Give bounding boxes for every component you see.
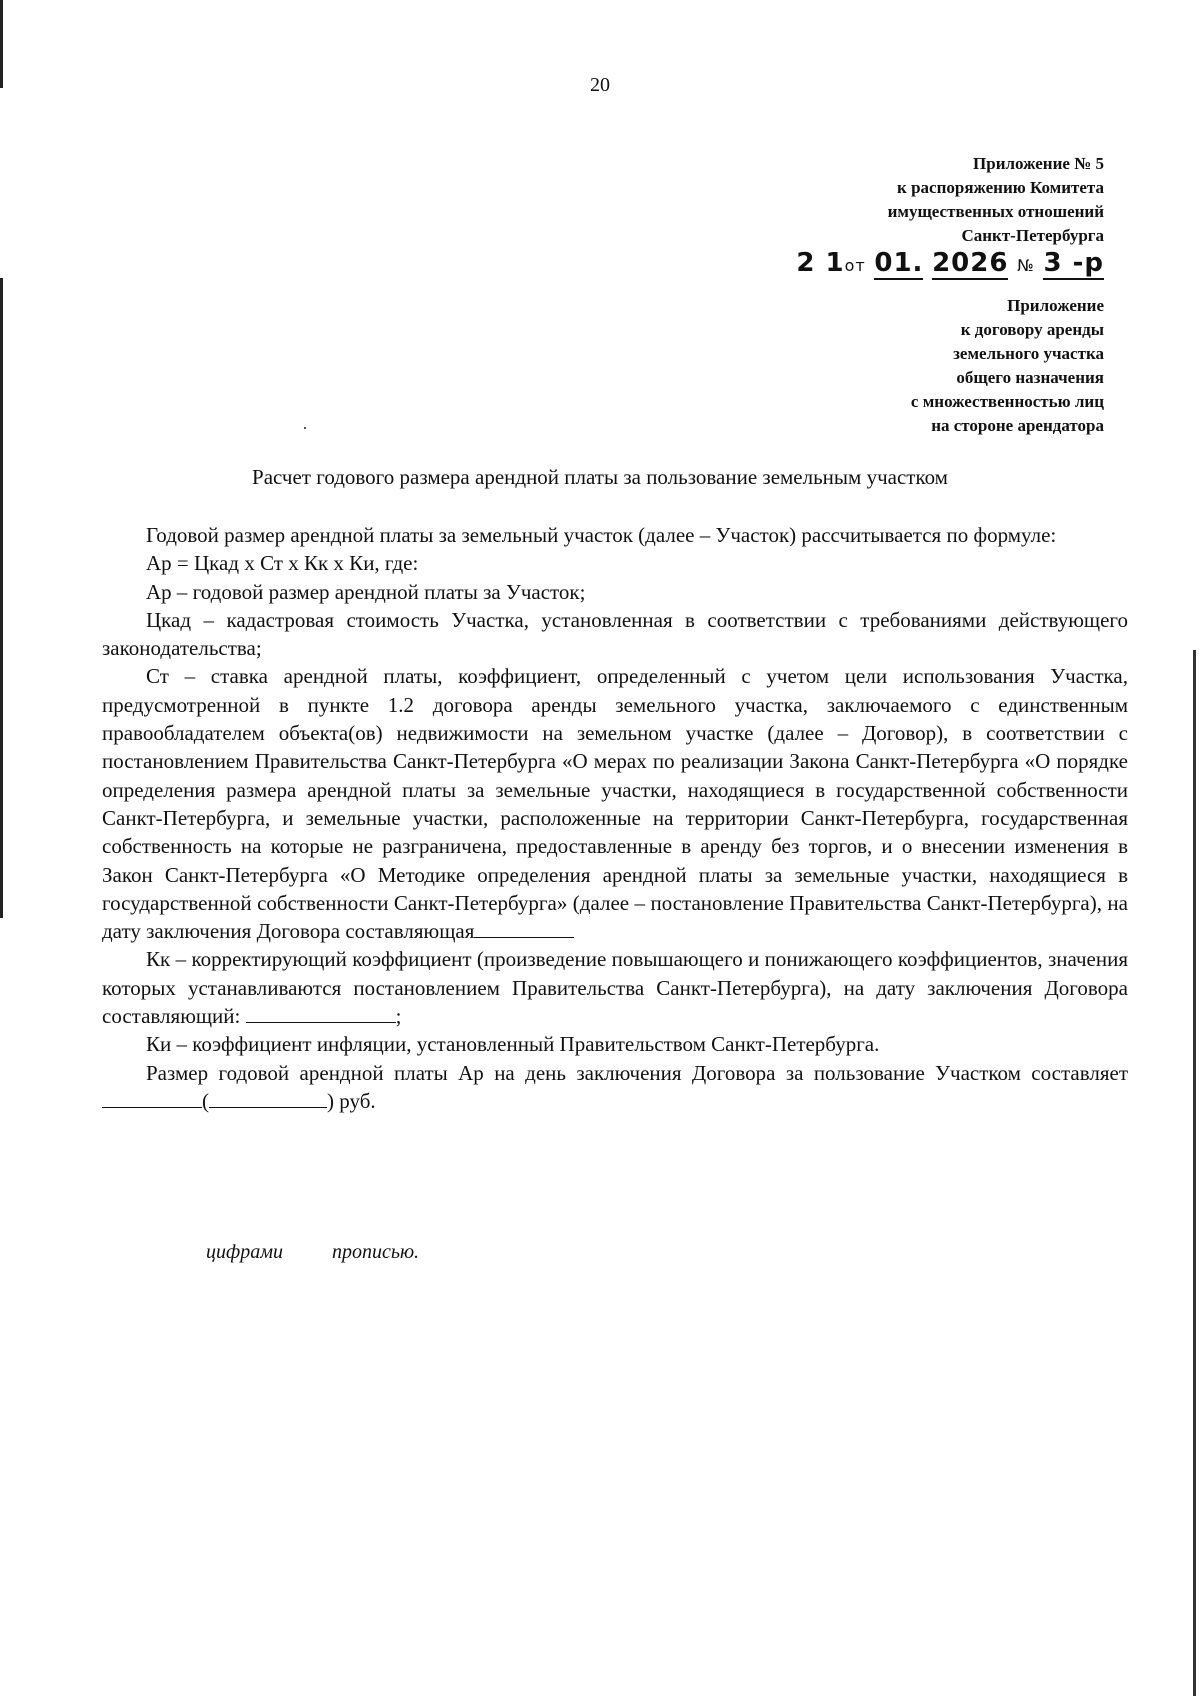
scan-edge-left-mid <box>0 278 3 918</box>
paragraph-st-definition <box>102 662 1128 945</box>
number-sign: № <box>1017 256 1035 275</box>
paragraph-ar-definition: Ар – годовой размер арендной платы за Участок; <box>146 579 586 604</box>
paragraph-kk-definition <box>102 945 1128 1030</box>
appendix-contract-line: земельного участка <box>953 344 1104 363</box>
kk-value-blank[interactable] <box>246 1004 396 1023</box>
paragraph-rent-amount <box>102 1059 1128 1116</box>
appendix-order-line: имущественных отношений <box>887 202 1104 221</box>
scan-dust-dot <box>304 427 306 429</box>
order-date-number <box>796 248 1104 278</box>
document-body <box>102 521 1128 1115</box>
caption-digits: цифрами <box>206 1241 283 1263</box>
rent-currency: ) руб. <box>327 1088 376 1113</box>
handwritten-order-number: 3 -р <box>1043 248 1104 278</box>
paragraph-formula: Ар = Цкад х Ст х Кк х Ки, где: <box>146 551 419 576</box>
st-definition-text: Ст – ставка арендной платы, коэффициент, определенный с учетом цели использования Участка, предусмотренной в пункте 1.2 договора аренды земельного участка, заключаемого с единственным правообладателем объекта(ов) недвижимости на земельном участке (далее – Договор), в соответствии с постановлением Правительства Санкт-Петербурга «О мерах по реализации Закона Санкт-Петербурга «О порядке определения размера арендной платы за земельные участки, находящиеся в государственной собственности Санкт-Петербурга, и земельные участки, расположенные на территории Санкт-Петербурга, государственная собственность на которые не разграничена, предоставленные в аренду без торгов, и о внесении изменения в Закон Санкт-Петербурга «О Методике определения арендной платы за земельные участки, находящиеся в государственной собственности Санкт-Петербурга» (далее – постановление Правительства Санкт-Петербурга), на дату заключения Договора составляющая <box>102 664 1128 944</box>
paragraph-ckad-definition: Цкад – кадастровая стоимость Участка, установленная в соответствии с требованиями действующего законодательства; <box>102 607 1128 661</box>
document-title: Расчет годового размера арендной платы за пользование земельным участком <box>252 465 948 489</box>
appendix-contract-line: Приложение <box>1007 296 1104 315</box>
blank-captions <box>206 1241 461 1264</box>
date-from-label: от <box>844 256 866 275</box>
handwritten-year: 2026 <box>932 248 1009 278</box>
rent-words-blank[interactable] <box>209 1089 327 1108</box>
appendix-order-line: Приложение № 5 <box>973 154 1104 173</box>
rent-amount-text: Размер годовой арендной платы Ар на день заключения Договора за пользование Участком составляет <box>146 1060 1128 1085</box>
paragraph-formula-intro: Годовой размер арендной платы за земельный участок (далее – Участок) рассчитывается по формуле: <box>146 523 1057 547</box>
rent-digits-blank[interactable] <box>102 1089 202 1108</box>
appendix-contract-line: общего назначения <box>956 368 1104 387</box>
page-number: 20 <box>590 74 610 96</box>
caption-words: прописью. <box>331 1241 420 1263</box>
appendix-contract-line: к договору аренды <box>960 320 1104 339</box>
handwritten-month: 01. <box>874 248 924 278</box>
handwritten-day: 2 1 <box>796 248 845 278</box>
rent-open-paren: ( <box>202 1088 209 1113</box>
st-value-blank[interactable] <box>474 919 574 938</box>
kk-end-punct: ; <box>395 1004 402 1029</box>
appendix-contract-block <box>911 294 1104 438</box>
scan-edge-right <box>1193 650 1196 1696</box>
kk-definition-text: Кк – корректирующий коэффициент (произведение повышающего и понижающего коэффициентов, значения которых устанавливаются постановлением Правительства Санкт-Петербурга), на дату заключения Договора составляющий: <box>102 947 1128 1029</box>
appendix-contract-line: на стороне арендатора <box>931 416 1104 435</box>
appendix-order-block <box>888 152 1104 248</box>
appendix-order-line: Санкт-Петербурга <box>961 226 1104 245</box>
appendix-order-line: к распоряжению Комитета <box>897 178 1104 197</box>
paragraph-ki-definition: Ки – коэффициент инфляции, установленный Правительством Санкт-Петербурга. <box>146 1032 880 1057</box>
appendix-contract-line: с множественностью лиц <box>910 392 1104 411</box>
